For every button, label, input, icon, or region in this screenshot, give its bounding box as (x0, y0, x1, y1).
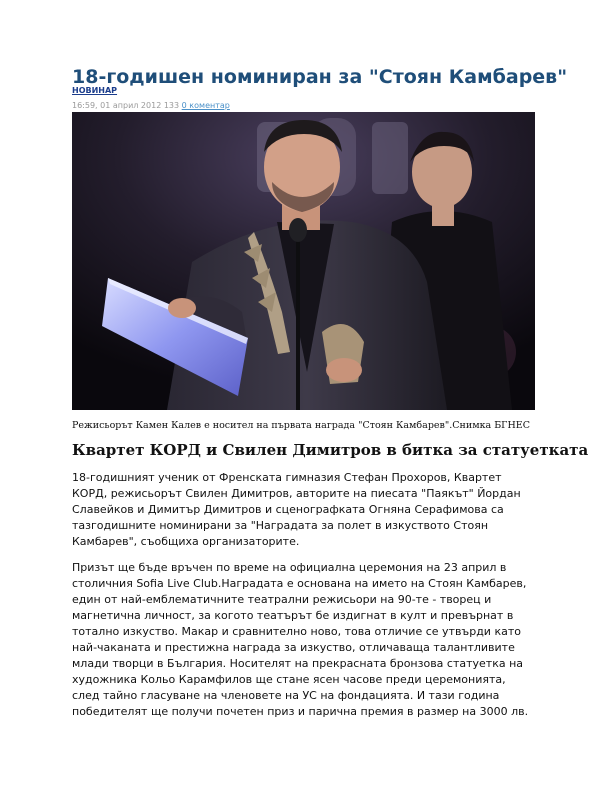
article-meta (72, 101, 230, 110)
article-title: 18-годишен номиниран за "Стоян Камбарев" (72, 66, 568, 88)
photo-illustration (72, 112, 535, 410)
article-datetime: 16:59, 01 април 2012 (72, 101, 162, 110)
comments-link[interactable]: 0 коментар (181, 101, 230, 110)
article-subheading: Квартет КОРД и Свилен Димитров в битка за статуетката (72, 441, 589, 459)
category-link[interactable]: НОВИНАР (72, 86, 118, 95)
article-paragraph: Призът ще бъде връчен по време на официална церемония на 23 април в столичния Sofia Live Club.Наградата е основана на името на Стоян Камбарев, един от най-емблематичните театрални режисьори на 90-те - творец и магнетична личност, за когото театърът бе издигнат в култ и превърнат в тотално изкуство. Макар и сравнително ново, това отличие се утвърди като най-чаканата и престижна награда за изкуство, отличаваща талантливите млади творци в България. Носителят на прекрасната бронзова статуетка на художника Кольо Карамфилов ще стане ясен часове преди церемонията, след тайно гласуване на членовете на УС на фондацията. И тази година победителят ще получи почетен приз и парична премия в размер на 3000 лв. (72, 561, 529, 718)
article-photo (72, 112, 535, 410)
article-paragraph: 18-годишният ученик от Френската гимназия Стефан Прохоров, Квартет КОРД, режисьорът Свилен Димитров, авторите на пиесата "Паякът" Йордан Славейков и Димитър Димитров и сценографката Огняна Серафимова са тазгодишните номинирани за "Наградата за полет в изкуството Стоян Камбарев", съобщиха организаторите. (72, 471, 521, 548)
article-views: 133 (163, 101, 180, 110)
photo-caption: Режисьорът Камен Калев е носител на първата награда "Стоян Камбарев".Снимка БГНЕС (72, 420, 530, 431)
